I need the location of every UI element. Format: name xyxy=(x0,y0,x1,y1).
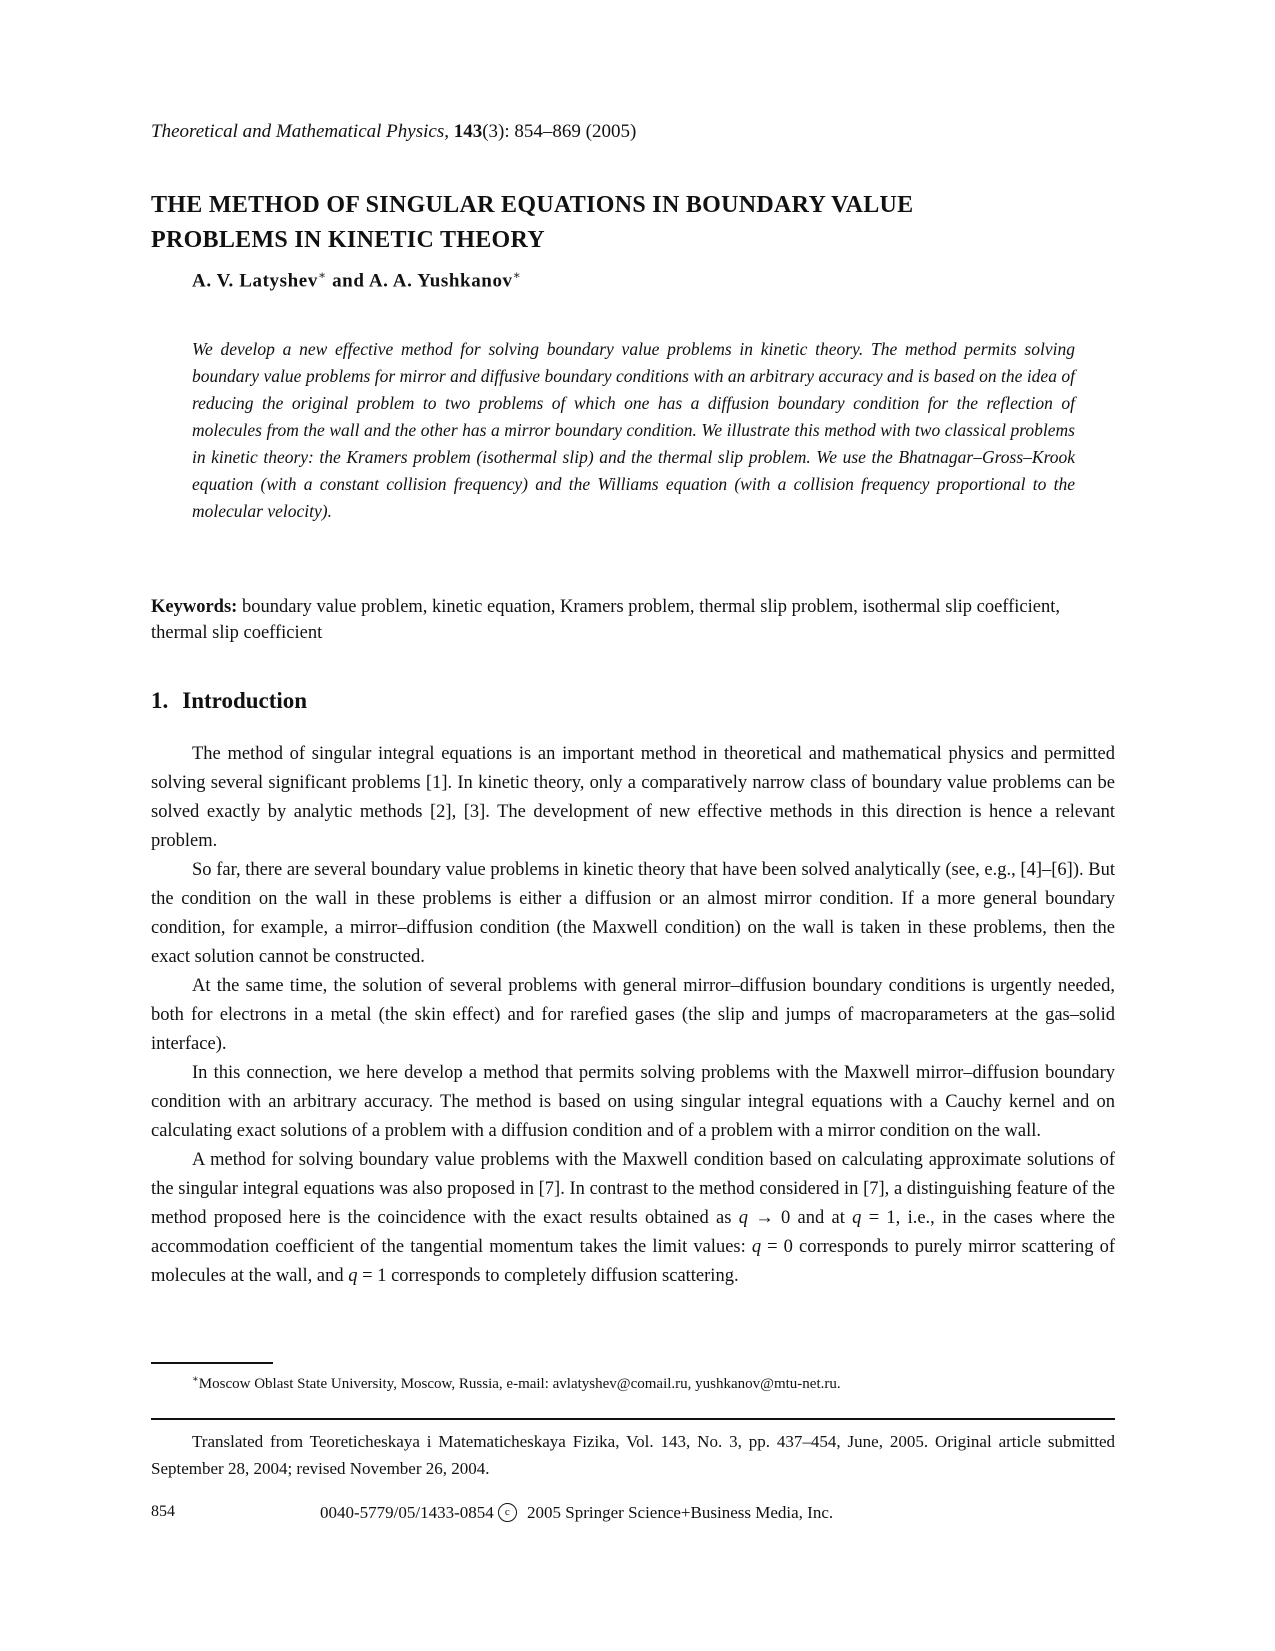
keywords-label: Keywords: xyxy=(151,597,238,617)
body-text xyxy=(151,740,1115,1291)
paragraph-5-part: A method for solving boundary value problems with the Maxwell condition based on calculating approximate solutions of the singular integral equations was also proposed in [7]. In contrast to the method considered in [7], a distinguishing feature of the method proposed here is the coincidence with the exact results obtained as xyxy=(151,1150,1115,1228)
footnote-rule xyxy=(151,1362,273,1364)
footnote xyxy=(192,1374,841,1393)
title-line-1: THE METHOD OF SINGULAR EQUATIONS IN BOUNDARY VALUE xyxy=(151,192,914,218)
paragraph-1: The method of singular integral equations is an important method in theoretical and mathematical physics and permitted solving several significant problems [1]. In kinetic theory, only a comparatively narrow class of boundary value problems can be solved exactly by analytic methods [2], [3]. The development of new effective methods in this direction is hence a relevant problem. xyxy=(151,744,1115,851)
page-number: 854 xyxy=(151,1503,175,1520)
variable-q: q xyxy=(348,1266,358,1286)
translation-note: Translated from Teoreticheskaya i Matematicheskaya Fizika, Vol. 143, No. 3, pp. 437–454, June, 2005. Original article submitted September 28, 2004; revised November 26, 2004. xyxy=(151,1432,1115,1478)
variable-q: q xyxy=(738,1208,748,1228)
footnote-text: Moscow Oblast State University, Moscow, Russia, e-mail: avlatyshev@comail.ru, yushkanov@mtu-net.ru. xyxy=(198,1376,841,1392)
abstract: We develop a new effective method for solving boundary value problems in kinetic theory. The method permits solving boundary value problems for mirror and diffusive boundary conditions with an arbitrary accuracy and is based on the idea of reducing the original problem to two problems of which one has a diffusion boundary condition for the reflection of molecules from the wall and the other has a mirror boundary condition. We illustrate this method with two classical problems in kinetic theory: the Kramers problem (isothermal slip) and the thermal slip problem. We use the Bhatnagar–Gross–Krook equation (with a constant collision frequency) and the Williams equation (with a collision frequency proportional to the molecular velocity). xyxy=(192,339,1075,521)
section-title: Introduction xyxy=(182,688,308,713)
paragraph-5-part: = 1, i.e., in the cases where the accommodation coefficient of the tangential momentum takes the limit values: xyxy=(151,1208,1116,1257)
author-latyshev: A. V. Latyshev xyxy=(192,270,318,292)
paragraph-5-part: → 0 and at xyxy=(747,1208,853,1228)
author-connector: and xyxy=(332,270,365,292)
section-number: 1. xyxy=(151,688,169,713)
keywords xyxy=(151,594,1115,646)
paragraph-2: So far, there are several boundary value problems in kinetic theory that have been solved analytically (see, e.g., [4]–[6]). But the condition on the wall in these problems is either a diffusion or an almost mirror condition. If a more general boundary condition, for example, a mirror–diffusion condition (the Maxwell condition) on the wall is taken in these problems, then the exact solution cannot be constructed. xyxy=(151,860,1115,967)
journal-volume: 143 xyxy=(453,121,483,142)
paragraph-4: In this connection, we here develop a method that permits solving problems with the Maxwell mirror–diffusion boundary condition with an arbitrary accuracy. The method is based on using singular integral equations with a Cauchy kernel and on calculating exact solutions of a problem with a diffusion condition and of a problem with a mirror condition on the wall. xyxy=(151,1063,1115,1141)
translation-rule xyxy=(151,1418,1115,1420)
copyright-line xyxy=(320,1503,833,1525)
affiliation-marker: ∗ xyxy=(317,268,327,282)
issn: 0040-5779/05/1433-0854 xyxy=(320,1503,494,1522)
author-yushkanov: A. A. Yushkanov xyxy=(368,270,513,292)
paper-title xyxy=(151,188,1131,258)
paragraph-3: At the same time, the solution of several problems with general mirror–diffusion boundary conditions is urgently needed, both for electrons in a metal (the skin effect) and for rarefied gases (the slip and jumps of macroparameters at the gas–solid interface). xyxy=(151,976,1115,1054)
variable-q: q xyxy=(751,1237,762,1257)
paragraph-5-part: = 1 corresponds to completely diffusion scattering. xyxy=(357,1266,739,1286)
author-list xyxy=(192,268,521,292)
affiliation-marker: ∗ xyxy=(512,268,522,282)
journal-name: Theoretical and Mathematical Physics, xyxy=(151,121,449,142)
title-line-2: PROBLEMS IN KINETIC THEORY xyxy=(151,227,545,253)
journal-issue-pages: (3): 854–869 (2005) xyxy=(482,121,637,142)
copyright-icon: c xyxy=(498,1503,517,1522)
paragraph-5 xyxy=(151,1146,1115,1291)
keywords-text: boundary value problem, kinetic equation, Kramers problem, thermal slip problem, isothermal slip coefficient, thermal slip coefficient xyxy=(151,597,1061,643)
variable-q: q xyxy=(852,1208,862,1228)
footnote-marker: ∗ xyxy=(192,1374,199,1385)
section-heading xyxy=(151,688,307,714)
paragraph-5-part: = 0 corresponds to purely mirror scattering of molecules at the wall, and xyxy=(151,1237,1115,1286)
journal-header xyxy=(151,121,636,143)
publisher: 2005 Springer Science+Business Media, Inc. xyxy=(527,1503,834,1522)
